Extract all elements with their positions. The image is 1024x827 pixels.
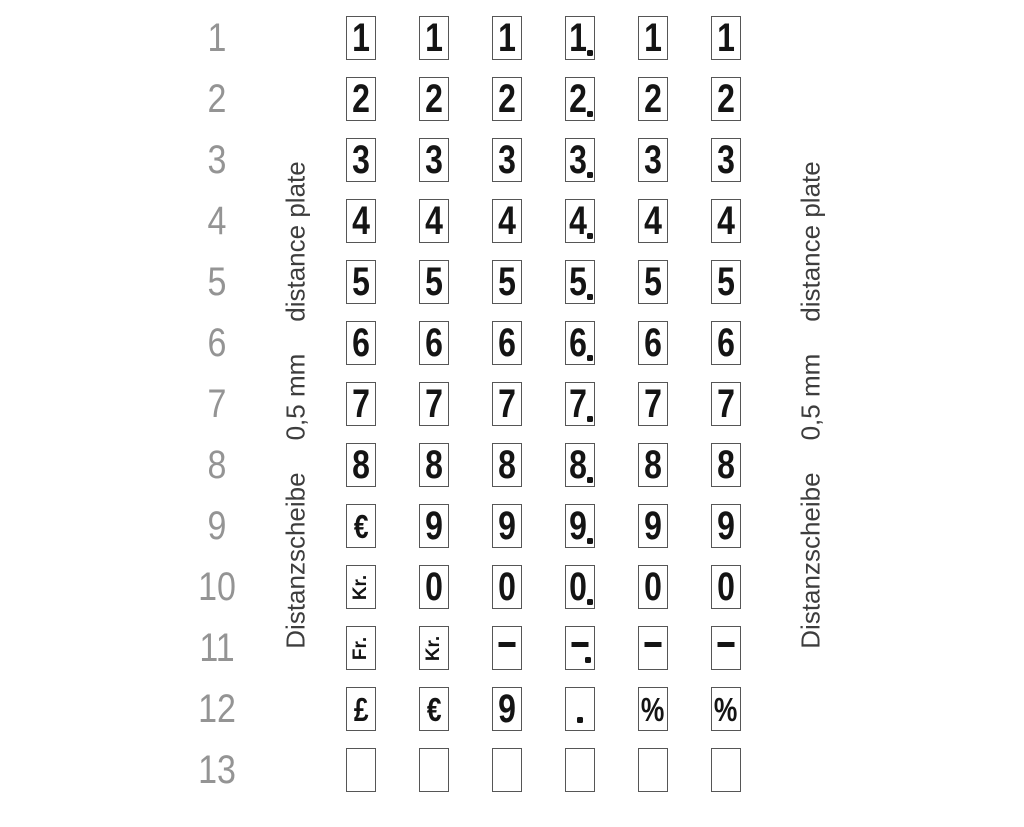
row-number: 6 (207, 321, 227, 365)
char-cell (419, 687, 449, 731)
char-cell (638, 77, 668, 121)
label-distanzscheibe: Distanzscheibe (280, 472, 310, 649)
char-cell (492, 77, 522, 121)
char-cell (565, 565, 595, 609)
char-glyph: £ (353, 690, 369, 728)
char-glyph: 6 (644, 321, 662, 365)
row-number: 7 (207, 382, 227, 426)
char-glyph: 9 (498, 504, 516, 548)
char-cell (346, 626, 376, 670)
char-cell (565, 16, 595, 60)
char-glyph: 7 (717, 382, 735, 426)
char-cell (565, 748, 595, 792)
char-glyph: 5 (425, 260, 443, 304)
char-cell (419, 199, 449, 243)
char-cell (419, 260, 449, 304)
char-glyph: 5 (717, 260, 735, 304)
char-cell (346, 565, 376, 609)
char-cell (346, 687, 376, 731)
decimal-dot (587, 50, 593, 56)
char-cell (346, 321, 376, 365)
char-cell (492, 504, 522, 548)
char-glyph: 7 (352, 382, 370, 426)
row-number: 11 (199, 626, 235, 670)
label-thickness: 0,5 mm (280, 353, 310, 441)
char-glyph: 9 (717, 504, 735, 548)
char-glyph: 4 (425, 199, 443, 243)
row-number: 3 (207, 138, 227, 182)
char-glyph: 3 (644, 138, 662, 182)
char-glyph: 3 (717, 138, 735, 182)
char-cell (419, 748, 449, 792)
char-cell (492, 687, 522, 731)
char-glyph: 8 (425, 443, 443, 487)
char-glyph: 2 (425, 77, 443, 121)
char-cell (565, 199, 595, 243)
char-cell (711, 687, 741, 731)
char-glyph: 5 (569, 260, 587, 304)
char-cell (638, 16, 668, 60)
row-number: 8 (207, 443, 227, 487)
char-glyph: % (714, 690, 738, 728)
right-distance-plate-label (796, 148, 826, 663)
dash-glyph (499, 642, 516, 647)
char-cell (638, 321, 668, 365)
char-glyph: 4 (352, 199, 370, 243)
char-cell (346, 382, 376, 426)
char-glyph: 8 (569, 443, 587, 487)
char-cell (492, 626, 522, 670)
char-glyph: 9 (498, 687, 516, 731)
char-glyph: 8 (352, 443, 370, 487)
label-distance-plate: distance plate (795, 161, 825, 322)
char-cell (711, 748, 741, 792)
char-glyph: 8 (644, 443, 662, 487)
decimal-dot (587, 233, 593, 239)
char-cell (419, 382, 449, 426)
char-glyph: 9 (644, 504, 662, 548)
decimal-dot (587, 416, 593, 422)
char-cell (492, 443, 522, 487)
char-cell (638, 199, 668, 243)
char-cell (346, 77, 376, 121)
char-cell (492, 199, 522, 243)
decimal-dot (585, 657, 591, 663)
char-cell (565, 626, 595, 670)
char-cell (638, 138, 668, 182)
char-cell (638, 565, 668, 609)
char-cell (346, 138, 376, 182)
char-glyph: 1 (569, 16, 587, 60)
char-cell (419, 138, 449, 182)
char-glyph: 1 (498, 16, 516, 60)
char-cell (419, 77, 449, 121)
char-cell (492, 748, 522, 792)
char-cell (419, 565, 449, 609)
char-glyph: 2 (717, 77, 735, 121)
char-glyph: 1 (644, 16, 662, 60)
char-glyph: 1 (425, 16, 443, 60)
char-glyph: 5 (498, 260, 516, 304)
char-glyph: 4 (569, 199, 587, 243)
char-glyph: 6 (569, 321, 587, 365)
char-cell (565, 77, 595, 121)
dash-glyph (718, 642, 735, 647)
char-glyph: 1 (352, 16, 370, 60)
char-cell (492, 138, 522, 182)
row-number: 5 (207, 260, 227, 304)
char-glyph: 2 (569, 77, 587, 121)
row-numbers (183, 16, 251, 792)
char-cell (711, 443, 741, 487)
char-glyph: 4 (498, 199, 516, 243)
char-cell (711, 199, 741, 243)
char-glyph: % (641, 690, 665, 728)
char-glyph: 3 (569, 138, 587, 182)
char-glyph: 0 (425, 565, 443, 609)
char-glyph: 2 (352, 77, 370, 121)
char-cell (565, 504, 595, 548)
char-glyph: 6 (352, 321, 370, 365)
char-cell (711, 504, 741, 548)
char-cell (711, 77, 741, 121)
char-cell (638, 260, 668, 304)
row-number: 12 (198, 687, 236, 731)
label-thickness: 0,5 mm (795, 353, 825, 441)
dash-glyph (572, 642, 589, 647)
decimal-dot (587, 172, 593, 178)
char-cell (638, 748, 668, 792)
char-cell (565, 443, 595, 487)
char-glyph: 6 (425, 321, 443, 365)
char-glyph: 4 (717, 199, 735, 243)
decimal-dot (587, 477, 593, 483)
char-glyph: 7 (644, 382, 662, 426)
char-cell (711, 565, 741, 609)
char-glyph: 0 (569, 565, 587, 609)
char-cell (711, 138, 741, 182)
char-cell (638, 504, 668, 548)
char-glyph: € (426, 690, 442, 728)
label-distance-plate: distance plate (280, 161, 310, 322)
char-glyph: 6 (717, 321, 735, 365)
char-glyph: 3 (352, 138, 370, 182)
char-cell (419, 443, 449, 487)
char-glyph: 7 (498, 382, 516, 426)
char-cell (711, 260, 741, 304)
char-cell (346, 199, 376, 243)
char-cell (346, 260, 376, 304)
char-glyph: 8 (717, 443, 735, 487)
char-cell (565, 138, 595, 182)
char-glyph: 1 (717, 16, 735, 60)
row-number: 10 (198, 565, 236, 609)
row-number: 13 (198, 748, 236, 792)
decimal-dot (587, 111, 593, 117)
decimal-dot (587, 599, 593, 605)
char-cell (492, 321, 522, 365)
char-cell (711, 626, 741, 670)
char-glyph: 2 (644, 77, 662, 121)
char-glyph: 5 (644, 260, 662, 304)
char-glyph: 7 (425, 382, 443, 426)
char-cell (346, 16, 376, 60)
char-cell (492, 16, 522, 60)
dash-glyph (645, 642, 662, 647)
row-number: 1 (207, 16, 227, 60)
char-glyph: 0 (717, 565, 735, 609)
char-cell (492, 565, 522, 609)
char-cell (419, 321, 449, 365)
char-glyph: 9 (425, 504, 443, 548)
char-cell (492, 382, 522, 426)
char-cell (346, 443, 376, 487)
row-number: 9 (207, 504, 227, 548)
char-cell (711, 16, 741, 60)
decimal-dot (577, 717, 583, 723)
char-glyph: Kr. (423, 635, 445, 661)
char-grid (346, 16, 741, 792)
char-glyph: 2 (498, 77, 516, 121)
decimal-dot (587, 355, 593, 361)
char-cell (419, 504, 449, 548)
char-glyph: Kr. (350, 574, 372, 600)
label-distanzscheibe: Distanzscheibe (795, 472, 825, 649)
char-glyph: 0 (498, 565, 516, 609)
left-distance-plate-label (281, 148, 311, 663)
char-cell (638, 626, 668, 670)
char-cell (711, 382, 741, 426)
char-glyph: 9 (569, 504, 587, 548)
char-cell (638, 443, 668, 487)
char-glyph: 7 (569, 382, 587, 426)
char-glyph: 3 (425, 138, 443, 182)
char-cell (419, 626, 449, 670)
decimal-dot (587, 538, 593, 544)
row-number: 4 (207, 199, 227, 243)
char-cell (638, 382, 668, 426)
char-cell (565, 260, 595, 304)
char-cell (346, 504, 376, 548)
char-cell (711, 321, 741, 365)
char-glyph: € (353, 507, 369, 545)
row-number: 2 (207, 77, 227, 121)
char-cell (565, 382, 595, 426)
char-cell (492, 260, 522, 304)
char-cell (638, 687, 668, 731)
char-glyph: 5 (352, 260, 370, 304)
char-cell (565, 687, 595, 731)
char-glyph: 0 (644, 565, 662, 609)
char-glyph: 8 (498, 443, 516, 487)
char-cell (565, 321, 595, 365)
char-glyph: 3 (498, 138, 516, 182)
decimal-dot (587, 294, 593, 300)
char-cell (346, 748, 376, 792)
char-cell (419, 16, 449, 60)
char-glyph: Fr. (350, 636, 372, 660)
char-glyph: 4 (644, 199, 662, 243)
char-glyph: 6 (498, 321, 516, 365)
